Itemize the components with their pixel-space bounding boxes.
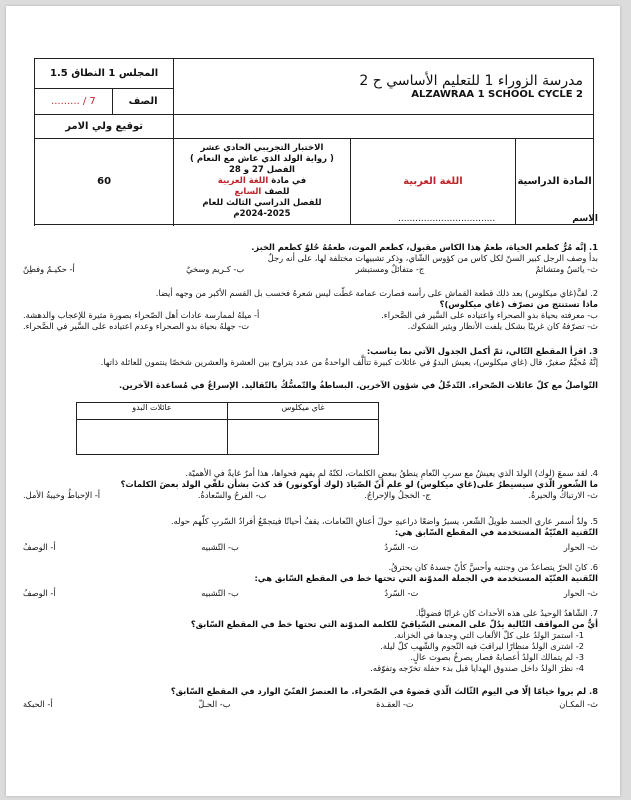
q7-line1: 7. الشّاهدُ الوحيدُ على هذه الأحداث كان غرابًا فضوليًّا.: [415, 608, 598, 618]
exam-year: 2024-2025م: [233, 209, 291, 219]
q3-line2: إنَّهُ مُخيَّمٌ صغيرٌ، قال (غاي ميكلوس)، يعيش البدوُ في عائلات كبيرة تتألَّف الواحدةُ من عدد يتراوح بين العشرة والعشرين شخصًا ينتمون للعائلة ذاتها.: [100, 357, 598, 367]
q5-option-b[interactable]: ب- التّشبيه: [201, 542, 239, 552]
q6-option-d[interactable]: ث- الحوار: [563, 588, 598, 598]
q5-line1: 5. ولدٌ أسمر عاري الجسد طويلُ الشّعر، يسيرُ واضعًا ذراعيهِ حولَ أعناقِ النّعامات، يقفُ أحيانًا فيتجمّعُ أفرادُ السّربِ كلّهم حوله.: [170, 516, 598, 526]
q7-choice-1[interactable]: 1- استمرَ الولدُ على كلّ الألعاب التي وجدها في الخزانة.: [394, 630, 584, 640]
q2-options-row2: [23, 321, 598, 332]
class-value: 7 / .........: [35, 89, 113, 115]
class-label: الصف: [112, 89, 173, 115]
score-box: 60: [35, 139, 174, 225]
q2-option-d[interactable]: ث- تصرّفهُ كان غريبًا بشكل يلفت الأنظار ويثير الشكوك.: [407, 321, 598, 331]
q3-choices: التّواصلُ مع كلّ عائلات الصّحراء. التّدخّلُ في شؤون الآخرين. البساطةُ والتّمسُّكُ بالتّقاليد. الإسراعُ في مُساعدة الآخرين.: [119, 380, 598, 390]
q5-options: [23, 542, 598, 553]
q2-line1: 2. لفَّ(غاي ميكلوس) بعد ذلك قطعة القماش على رأسه فصارت عمامة غطّت ليس شعرهُ فحسب بل القسم الأكبر من وجهه أيضا.: [155, 288, 598, 298]
school-name-en: ALZAWRAA 1 SCHOOL CYCLE 2: [411, 89, 583, 100]
exam-info: [174, 139, 350, 225]
q1-line1: 1. إنَّه مُرٌّ كطعم الحياة، طعمُ هذا الكاس مقبول، كطعم الموت، طعمُهُ حُلوٌ كطعم الخبز.: [251, 242, 598, 252]
subject-label: المادة الدراسية: [516, 139, 594, 225]
q6-option-c[interactable]: ت- السّردُ: [384, 588, 419, 598]
q4-option-c[interactable]: ج- الخجلُ والإحراجُ.: [364, 490, 431, 500]
q5-option-c[interactable]: ت- السّردُ: [384, 542, 419, 552]
q7-line2: أيٌّ من المواقف التّالية يدُلّ على المعنى السّياقيّ للكلمة المدوّنة التي تحتها خط في المقطع السّابق؟: [190, 619, 598, 629]
question-3: [23, 346, 598, 391]
q1-option-c[interactable]: ج- متفائلٌ ومستبشر: [355, 264, 425, 274]
subject-value: اللغة العربية: [350, 139, 516, 225]
q1-line2: بدأ وصف الرجل كبير السنّ لكل كاس من كؤوس الشّاي، وذكر تشبيهات مختلفة لها، على أنه رجلٌ: [267, 253, 598, 263]
q4-option-d[interactable]: ث- الارتباكُ والحيرةُ.: [528, 490, 598, 500]
q1-option-a[interactable]: أ- حكيـمٌ وفطِنٌ: [23, 264, 75, 274]
q8-option-c[interactable]: ت- العقـدة: [376, 699, 414, 709]
school-cell: [174, 59, 594, 115]
q2-option-b[interactable]: ب- معرفته بحياة بدو الصحراء واعتياده على السَّير في الصَّحراء.: [381, 310, 598, 320]
table-cell-bedouin[interactable]: [77, 420, 228, 455]
q2-option-a[interactable]: أ- ميلهُ لممارسة عادات أهل الصّحراء بصورة مثيرة للإعجاب والدهشة.: [23, 310, 260, 320]
q8-option-a[interactable]: أ- الحبكة: [23, 699, 53, 709]
q4-line2: ما الشّعور الّذي سيسيطرُ على(غاي ميكلوس) لو علم أنّ الصّيادَ (لوك أوكونور) قد كذبَ بشأن تلقّي الولد بعضَ الكلمات؟: [120, 479, 598, 489]
exam-line2: ( رواية الولد الذي عاش مع النعام ): [190, 154, 334, 164]
q8-option-d[interactable]: ث- المكـان: [559, 699, 598, 709]
exam-line1: الاختبار التجريبي الحادي عشر: [200, 143, 324, 153]
table-cell-guy[interactable]: [228, 420, 379, 455]
q4-option-a[interactable]: أ- الإحباطُ وخيبةُ الأمل.: [23, 490, 101, 500]
name-row: [398, 214, 598, 224]
question-7: [23, 608, 598, 674]
name-label: الاسم: [572, 214, 598, 224]
q2-option-c[interactable]: ت- جهلهُ بحياة بدو الصحراء وعدم اعتياده على السَّير في الصَّحراء.: [23, 321, 250, 331]
school-name-ar: مدرسة الزوراء 1 للتعليم الأساسي ح 2: [359, 73, 583, 89]
table-header-bedouin: عائلات البدو: [77, 403, 228, 420]
question-2: [23, 288, 598, 332]
q7-choice-3[interactable]: 3- لم يتمالك الولدُ أعصابهُ فصار يصرخُ بصوت عالٍ.: [410, 652, 584, 662]
q1-options: [23, 264, 598, 275]
table-header-guy: غاي ميكلوس: [228, 403, 379, 420]
q7-choice-4[interactable]: 4- نظرَ الولدُ داخل صندوق الهدايا قبل بدء حفلة تخرّجه وتفوّقه.: [370, 663, 584, 673]
q6-line2: التّقنية الفنّيّة المستخدمة في الجملة المدوّنة التي تحتها خط في المقطع السّابق هي:: [254, 573, 598, 583]
q2-options-row1: [23, 310, 598, 321]
q8-option-b[interactable]: ب- الحـلّ: [198, 699, 231, 709]
question-5: [23, 516, 598, 553]
q2-line2: ماذا تستنتج من تصرّف (غاي ميكلوس)؟: [439, 299, 598, 309]
q5-line2: التّقنية الفنّيّةُ المستخدمة في المقطع السّابق هي:: [394, 527, 598, 537]
q6-option-b[interactable]: ب- التّشبيه: [201, 588, 239, 598]
name-field[interactable]: ..................................: [398, 214, 496, 224]
exam-line6: للفصل الدراسي الثالث للعام: [202, 198, 322, 208]
q5-option-d[interactable]: ث- الحوار: [563, 542, 598, 552]
question-8: [23, 686, 598, 710]
q7-choice-2[interactable]: 2- اشترى الولدُ منظارًا ليراقبَ فيه النّجوم والشّهب كلّ ليلة.: [380, 641, 584, 651]
question-4: [23, 468, 598, 501]
q3-table: [76, 402, 379, 455]
exam-paper: [6, 6, 620, 796]
q1-option-d[interactable]: ث- يائسٌ ومتشائمٌ: [535, 264, 598, 274]
q1-option-b[interactable]: ب- كـريم وسخيٌ: [186, 264, 245, 274]
exam-line3: الفصل 27 و 28: [228, 165, 295, 175]
q8-line1: 8. لم يروا خيامًا إلّا في اليوم الثّالث الّذي قضوهُ في الصّحراء. ما العنصرُ الفنّيّ الوارد في المقطع السّابق؟: [170, 686, 598, 696]
question-1: [23, 242, 598, 275]
q3-line1: 3. اقرأ المقطع التّالي، ثمّ أكمل الجدول الآتي بما يناسب:: [366, 346, 598, 356]
q4-line1: 4. لقد سمعَ (لوك) الولدَ الذي يعيشُ مع سربِ النّعامِ ينطقُ ببعضِ الكلمات، لكنّهُ لم يفهم فحواها، هذا أمرٌ غايةٌ في الأهميّة.: [185, 468, 598, 478]
q8-options: [23, 699, 598, 710]
q6-option-a[interactable]: أ- الوصفُ: [23, 588, 56, 598]
header-table: [34, 58, 594, 225]
guardian-signature: توقيع ولي الامر: [35, 115, 174, 139]
council-cell: المجلس 1 النطاق 1.5: [35, 59, 174, 89]
exam-line4: في مادة اللغة العربية: [217, 176, 307, 186]
q5-option-a[interactable]: أ- الوصفُ: [23, 542, 56, 552]
q4-options: [23, 490, 598, 501]
q4-option-b[interactable]: ب- الفرحُ والسّعادةُ.: [197, 490, 267, 500]
q6-options: [23, 588, 598, 599]
question-6: [23, 562, 598, 599]
q6-line1: 6. كانَ الحرّ يتصاعدُ من وجنتيه وأحسَّ كأنّ جسدهُ كان يحترقُ.: [388, 562, 598, 572]
exam-line5: للصف السابع: [234, 187, 290, 197]
